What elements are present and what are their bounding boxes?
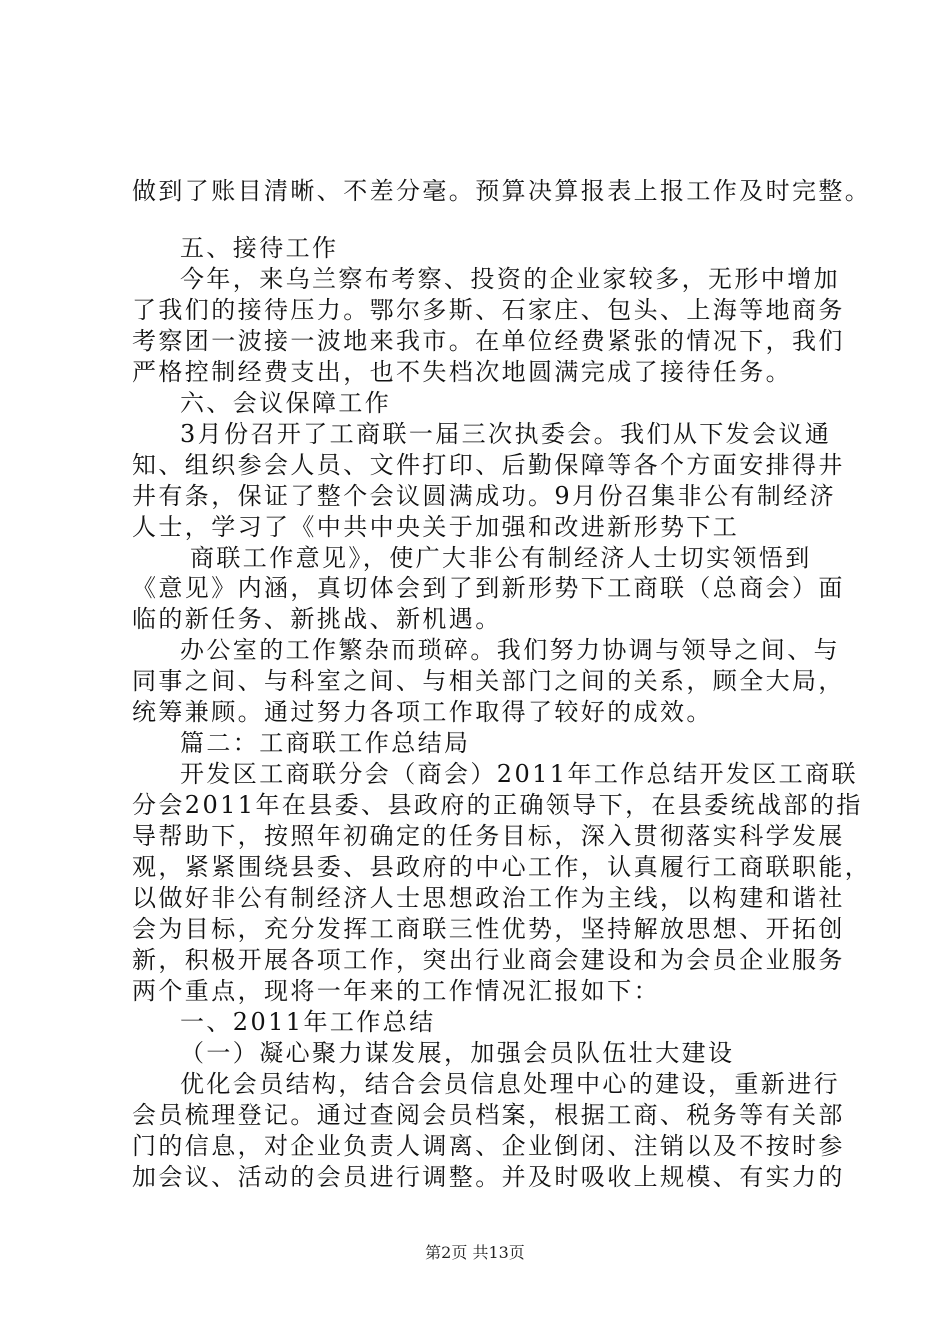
text-line: 导帮助下，按照年初确定的任务目标，深入贯彻落实科学发展 [132,822,845,850]
section-heading: 五、接待工作 [180,234,339,262]
text-line: 两个重点，现将一年来的工作情况汇报如下： [132,977,660,1005]
section-heading: （一）凝心聚力谋发展，加强会员队伍壮大建设 [180,1039,735,1067]
text-line: 以做好非公有制经济人士思想政治工作为主线，以构建和谐社 [132,884,845,912]
text-line: 了我们的接待压力。鄂尔多斯、石家庄、包头、上海等地商务 [132,296,845,324]
text-line: 新，积极开展各项工作，突出行业商会建设和为会员企业服务 [132,946,845,974]
text-line: 知、组织参会人员、文件打印、后勤保障等各个方面安排得井 [132,451,845,479]
section-heading: 一、2011年工作总结 [180,1008,436,1036]
text-line: 统筹兼顾。通过努力各项工作取得了较好的成效。 [132,698,713,726]
section-heading: 六、会议保障工作 [180,389,392,417]
text-line: 今年，来乌兰察布考察、投资的企业家较多，无形中增加 [180,265,840,293]
text-line: 人士，学习了《中共中央关于加强和改进新形势下工 [132,513,740,541]
text-line: 会为目标，充分发挥工商联三性优势，坚持解放思想、开拓创 [132,915,845,943]
text-line: 门的信息，对企业负责人调离、企业倒闭、注销以及不按时参 [132,1132,845,1160]
text-line: 严格控制经费支出，也不失档次地圆满完成了接待任务。 [132,358,792,386]
text-line: 《意见》内涵，真切体会到了到新形势下工商联（总商会）面 [132,574,845,602]
text-line: 优化会员结构，结合会员信息处理中心的建设，重新进行 [180,1070,840,1098]
section-heading: 篇二：工商联工作总结局 [180,729,471,757]
page-number-footer: 第2页 共13页 [425,1243,525,1262]
text-line: 办公室的工作繁杂而琐碎。我们努力协调与领导之间、与 [180,636,840,664]
text-line: 分会2011年在县委、县政府的正确领导下，在县委统战部的指 [132,791,863,819]
text-line: 同事之间、与科室之间、与相关部门之间的关系，顾全大局， [132,667,845,695]
text-line: 临的新任务、新挑战、新机遇。 [132,605,502,633]
text-line: 做到了账目清晰、不差分毫。预算决算报表上报工作及时完整。 [132,177,872,205]
text-line: 商联工作意见》，使广大非公有制经济人士切实领悟到 [190,544,812,572]
text-line: 考察团一波接一波地来我市。在单位经费紧张的情况下，我们 [132,327,845,355]
text-line: 3月份召开了工商联一届三次执委会。我们从下发会议通 [180,420,832,448]
text-line: 会员梳理登记。通过查阅会员档案，根据工商、税务等有关部 [132,1101,845,1129]
text-line: 观，紧紧围绕县委、县政府的中心工作，认真履行工商联职能， [132,853,872,881]
text-line: 开发区工商联分会（商会）2011年工作总结开发区工商联 [180,760,858,788]
text-line: 井有条，保证了整个会议圆满成功。9月份召集非公有制经济 [132,482,837,510]
text-line: 加会议、活动的会员进行调整。并及时吸收上规模、有实力的 [132,1163,845,1191]
